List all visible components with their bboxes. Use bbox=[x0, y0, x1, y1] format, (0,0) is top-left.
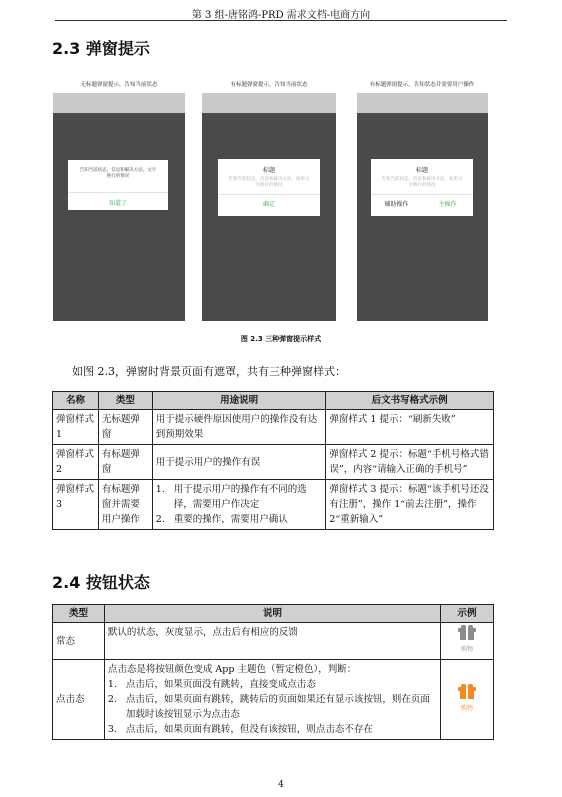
gift-icon bbox=[458, 625, 476, 639]
cell-usage bbox=[152, 480, 326, 530]
dialog-secondary-button[interactable]: 辅助操作 bbox=[384, 201, 409, 208]
dialog-body: 告知当前状态，信息和解决方法，如果文字换行的情况 bbox=[228, 177, 310, 188]
table-row bbox=[53, 445, 494, 480]
figure-caption: 图 2.3 三种弹窗提示样式 bbox=[240, 335, 322, 343]
gift-icon bbox=[458, 684, 476, 698]
mockup-caption: 有标题弹窗提示，告知当前状态 bbox=[230, 82, 308, 88]
cell-type: 有标题弹窗并需要用户操作 bbox=[98, 480, 152, 530]
icon-label: 购物 bbox=[461, 704, 474, 712]
phone-mockup-1 bbox=[53, 93, 185, 321]
cell-example: 弹窗样式 2 提示：标题“手机号格式错误”，内容“请输入正确的手机号” bbox=[326, 445, 494, 480]
cell-desc: 默认的状态，灰度显示，点击后有相应的反馈 bbox=[104, 623, 440, 660]
list-item-text: 点击后，如果页面没有跳转，直接变成点击态 bbox=[125, 679, 316, 690]
table-row bbox=[53, 480, 494, 530]
status-bar bbox=[357, 93, 488, 113]
dialog-title: 标题 bbox=[262, 167, 275, 174]
list-item-text: 用于提示用户的操作有不同的选择，需要用户作决定 bbox=[173, 484, 307, 510]
table-header-row bbox=[53, 392, 494, 410]
cell-desc bbox=[104, 660, 440, 740]
dialog-body: 告知当前状态，信息和解决方法，文字换行的情况 bbox=[79, 168, 157, 179]
table-header-row bbox=[53, 605, 494, 623]
mockup-caption: 无标题弹窗提示，告知当前状态 bbox=[80, 82, 158, 88]
cell-usage: 用于提示硬件原因使用户的操作没有达到预期效果 bbox=[152, 410, 326, 445]
list-item: 1. 用于提示用户的操作有不同的选择，需要用户作决定 bbox=[156, 482, 323, 512]
cell-example: 弹窗样式 1 提示：“刷新失败” bbox=[326, 410, 494, 445]
table-header: 用途说明 bbox=[152, 392, 326, 410]
dialog-with-actions bbox=[371, 159, 473, 216]
list-item-text: 点击后，如果页面有跳转，但没有该按钮，则点击态不存在 bbox=[125, 724, 373, 735]
section-title-2-4: 2.4 按钮状态 bbox=[52, 573, 150, 592]
dialog-with-title bbox=[218, 159, 320, 216]
table-header: 示例 bbox=[441, 605, 494, 623]
cell-example bbox=[441, 623, 494, 660]
page-header: 第 3 组-唐铭鸿-PRD 需求文档-电商方向 bbox=[191, 10, 371, 21]
cell-name: 弹窗样式 3 bbox=[53, 480, 99, 530]
page-number: 4 bbox=[278, 780, 284, 790]
button-states-table bbox=[52, 604, 494, 740]
table-row bbox=[53, 410, 494, 445]
table-header: 名称 bbox=[53, 392, 99, 410]
phone-mockup-3 bbox=[357, 93, 488, 321]
dialog-no-title bbox=[68, 160, 168, 210]
cell-example bbox=[441, 660, 494, 740]
table-header: 类型 bbox=[53, 605, 105, 623]
cell-type: 点击态 bbox=[53, 660, 105, 740]
cell-example: 弹窗样式 3 提示：标题“该手机号还没有注册”，操作 1“前去注册”，操作 2“重新输入” bbox=[326, 480, 494, 530]
list-item: 1. 点击后，如果页面没有跳转，直接变成点击态 bbox=[107, 679, 316, 690]
table-header: 类型 bbox=[98, 392, 152, 410]
popup-styles-table bbox=[52, 391, 494, 530]
dialog-button-row bbox=[371, 195, 473, 208]
section-title-2-3: 2.3 弹窗提示 bbox=[52, 39, 150, 58]
table-header: 后文书写格式示例 bbox=[326, 392, 494, 410]
desc-intro: 点击态是将按钮颜色变成 App 主题色（暂定橙色），判断： bbox=[107, 664, 357, 675]
list-item: 2. 点击后，如果页面有跳转，跳转后的页面如果还有显示该按钮，则在页面加载时该按钮显示为点击态 bbox=[108, 692, 437, 722]
cell-usage: 用于提示用户的操作有误 bbox=[152, 445, 326, 480]
cell-type: 无标题弹窗 bbox=[98, 410, 152, 445]
table-header: 说明 bbox=[104, 605, 440, 623]
dialog-ok-button[interactable]: 知道了 bbox=[108, 200, 127, 207]
dialog-body: 告知当前状态，信息和解决方法，如果文字换行的情况 bbox=[381, 177, 463, 188]
cell-type: 有标题弹窗 bbox=[98, 445, 152, 480]
table-row bbox=[53, 660, 494, 740]
phone-mockup-2 bbox=[202, 93, 336, 321]
dialog-title: 标题 bbox=[415, 167, 428, 174]
dialog-primary-button[interactable]: 主操作 bbox=[438, 201, 457, 208]
header-divider bbox=[55, 20, 507, 21]
list-item-text: 点击后，如果页面有跳转，跳转后的页面如果还有显示该按钮，则在页面加载时该按钮显示为点击态 bbox=[125, 694, 430, 720]
table-row bbox=[53, 623, 494, 660]
dialog-confirm-button[interactable]: 确定 bbox=[262, 201, 275, 208]
mockup-caption: 有标题弹窗提示，告知状态并需要用户操作 bbox=[369, 82, 475, 88]
cell-name: 弹窗样式 2 bbox=[53, 445, 99, 480]
paragraph: 如图 2.3，弹窗时背景页面有遮罩，共有三种弹窗样式： bbox=[72, 365, 346, 378]
status-bar bbox=[53, 93, 185, 113]
list-item: 3. 点击后，如果页面有跳转，但没有该按钮，则点击态不存在 bbox=[107, 724, 373, 735]
list-item-text: 重要的操作，需要用户确认 bbox=[173, 514, 288, 525]
icon-label: 购物 bbox=[461, 646, 474, 653]
status-bar bbox=[202, 93, 336, 113]
list-item: 2. 重要的操作，需要用户确认 bbox=[155, 514, 288, 525]
cell-name: 弹窗样式 1 bbox=[53, 410, 99, 445]
cell-type: 常态 bbox=[53, 623, 105, 660]
